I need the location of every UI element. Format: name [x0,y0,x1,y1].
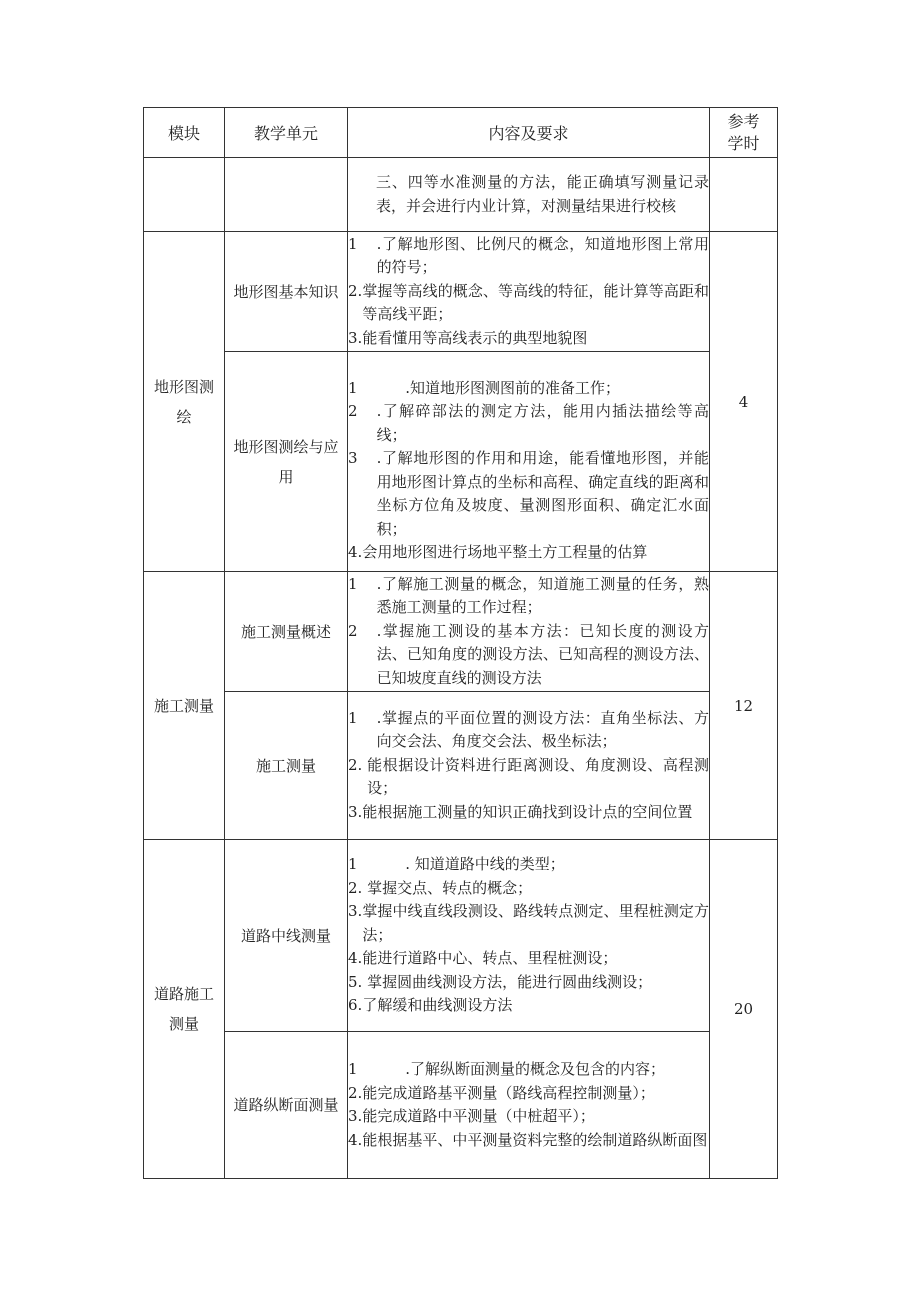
module-label: 测量 [168,1015,199,1033]
table-row [144,692,778,840]
list-item: 5. 掌握圆曲线测设方法，能进行圆曲线测设； [348,972,653,991]
list-item: 2. 掌握交点、转点的概念； [348,878,533,897]
table-row [144,158,778,232]
table-row [144,572,778,692]
content-cell [348,692,710,840]
table-row [144,1032,778,1179]
unit-cell: 施工测量 [225,692,348,840]
module-cell-terrain [144,232,225,572]
list-item: 2 .掌握施工测设的基本方法：已知长度的测设方法、已知角度的测设方法、已知高程的测设方法、已知坡度直线的测设方法 [348,621,709,687]
content-cell [348,572,710,692]
unit-cell [225,352,348,572]
list-item: 1 .知道地形图测图前的准备工作； [348,378,621,397]
empty-unit-cell [225,158,348,232]
list-item: 1 .了解纵断面测量的概念及包含的内容； [348,1060,666,1078]
empty-hours-cell [710,158,778,232]
module-label: 绘 [176,407,192,426]
content-cell [348,232,710,352]
list-item: 3 .了解地形图的作用和用途，能看懂地形图，并能用地形图计算点的坐标和高程、确定直线的距离和坐标方位角及坡度、量测图形面积、确定汇水面积； [348,449,709,538]
unit-cell: 地形图基本知识 [225,232,348,352]
hours-cell: 4 [710,232,778,572]
unit-cell: 施工测量概述 [225,572,348,692]
list-item: 3. 掌握中线直线段测设、路线转点测定、里程桩测定方法； [348,902,709,944]
list-item: 4. 能根据基平、中平测量资料完整的绘制道路纵断面图 [348,1130,708,1149]
list-item: 2. 能完成道路基平测量（路线高程控制测量）； [348,1083,655,1102]
unit-label: 地形图测绘与应 [233,437,339,456]
list-item: 1 .了解施工测量的概念，知道施工测量的任务，熟悉施工测量的工作过程； [348,574,709,617]
curriculum-table [143,107,778,1179]
header-module: 模块 [144,108,225,158]
content-cell [348,158,710,232]
table-row [144,352,778,572]
content-cell [348,352,710,572]
list-item: 6. 了解缓和曲线测设方法 [348,996,513,1015]
list-item: 4. 会用地形图进行场地平整土方工程量的估算 [348,543,648,561]
module-cell-construction: 施工测量 [144,572,225,840]
header-unit: 教学单元 [225,108,348,158]
list-item: 2 .了解碎部法的测定方法，能用内插法描绘等高线； [348,402,709,444]
content-text: 三、四等水准测量的方法，能正确填写测量记录表，并会进行内业计算，对测量结果进行校核 [376,173,709,215]
hours-cell: 20 [710,840,778,1179]
list-item: 2. 能根据设计资料进行距离测设、角度测设、高程测设； [348,755,709,798]
header-hours [710,108,778,158]
unit-cell: 道路中线测量 [225,840,348,1032]
table-row [144,840,778,1032]
table-row [144,232,778,352]
unit-label: 用 [278,467,294,486]
header-content: 内容及要求 [348,108,710,158]
content-cell [348,1032,710,1179]
list-item: 3. 能根据施工测量的知识正确找到设计点的空间位置 [348,802,693,821]
unit-cell: 道路纵断面测量 [225,1032,348,1179]
header-hours-line2: 学时 [727,133,760,153]
list-item: 4. 能进行道路中心、转点、里程桩测设； [348,949,618,968]
list-item: 1 .掌握点的平面位置的测设方法：直角坐标法、方向交会法、角度交会法、极坐标法； [348,708,709,751]
empty-module-cell [144,158,225,232]
list-item: 3. 能看懂用等高线表示的典型地貌图 [348,328,588,347]
list-item: 1 .了解地形图、比例尺的概念，知道地形图上常用的符号； [348,234,709,277]
list-item: 1 . 知道道路中线的类型； [348,855,565,874]
hours-cell: 12 [710,572,778,840]
module-label: 地形图测 [153,377,214,396]
header-hours-line1: 参考 [727,111,760,131]
header-row [144,108,778,158]
module-cell-road [144,840,225,1179]
content-cell [348,840,710,1032]
module-label: 道路施工 [153,985,214,1003]
list-item: 2. 掌握等高线的概念、等高线的特征，能计算等高距和等高线平距； [348,281,709,324]
list-item: 3. 能完成道路中平测量（中桩超平）； [348,1107,595,1125]
